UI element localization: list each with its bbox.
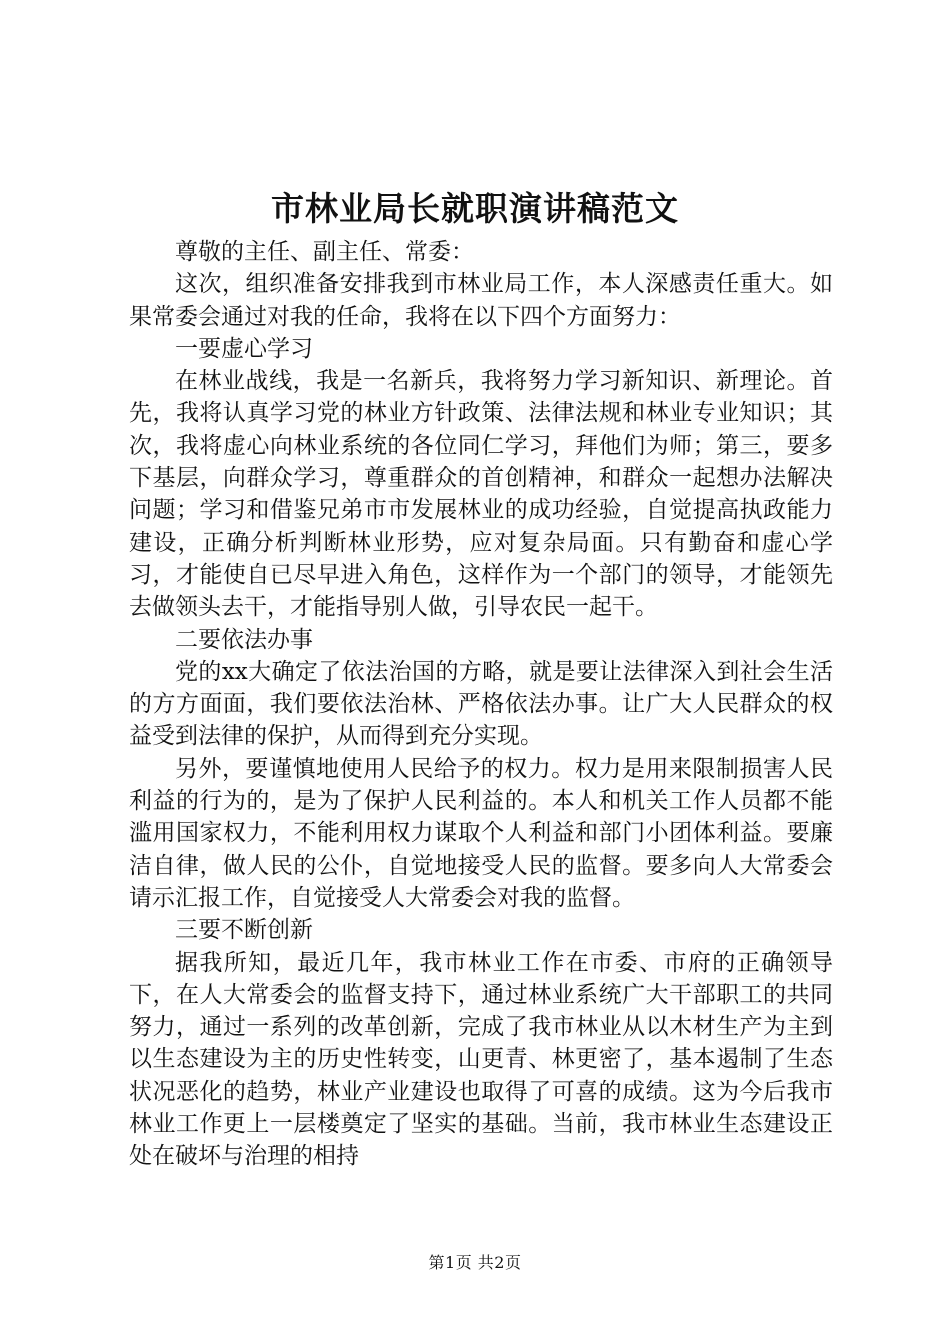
body-paragraph: 这次，组织准备安排我到市林业局工作，本人深感责任重大。如果常委会通过对我的任命，我将在以下四个方面努力： bbox=[129, 271, 833, 330]
section-heading: 三要不断创新 bbox=[175, 917, 313, 944]
document-title: 市林业局长就职演讲稿范文 bbox=[271, 189, 679, 228]
section-heading: 一要虚心学习 bbox=[175, 335, 313, 362]
document-body bbox=[129, 236, 833, 1173]
body-paragraph: 据我所知，最近几年，我市林业工作在市委、市府的正确领导下，在人大常委会的监督支持下，通过林业系统广大干部职工的共同努力，通过一系列的改革创新，完成了我市林业从以木材生产为主到以生态建设为主的历史性转变，山更青、林更密了，基本遏制了生态状况恶化的趋势，林业产业建设也取得了可喜的成绩。这为今后我市林业工作更上一层楼奠定了坚实的基础。当前，我市林业生态建设正处在破坏与治理的相持 bbox=[129, 949, 833, 1170]
salutation: 尊敬的主任、副主任、常委： bbox=[175, 239, 474, 265]
section-heading: 二要依法办事 bbox=[175, 626, 313, 653]
body-paragraph: 在林业战线，我是一名新兵，我将努力学习新知识、新理论。首先，我将认真学习党的林业方针政策、法律法规和林业专业知识；其次，我将虚心向林业系统的各位同仁学习，拜他们为师；第三，要多下基层，向群众学习，尊重群众的首创精神，和群众一起想办法解决问题；学习和借鉴兄弟市市发展林业的成功经验，自觉提高执政能力建设，正确分析判断林业形势，应对复杂局面。只有勤奋和虚心学习，才能使自已尽早进入角色，这样作为一个部门的领导，才能领先去做领头去干，才能指导别人做，引导农民一起干。 bbox=[129, 368, 833, 621]
body-paragraph: 另外，要谨慎地使用人民给予的权力。权力是用来限制损害人民利益的行为的，是为了保护人民利益的。本人和机关工作人员都不能滥用国家权力，不能利用权力谋取个人利益和部门小团体利益。要廉洁自律，做人民的公仆，自觉地接受人民的监督。要多向人大常委会请示汇报工作，自觉接受人大常委会对我的监督。 bbox=[129, 755, 833, 911]
page-footer: 第1页 共2页 bbox=[428, 1253, 522, 1272]
body-paragraph: 党的xx大确定了依法治国的方略，就是要让法律深入到社会生活的方方面面，我们要依法治林、严格依法办事。让广大人民群众的权益受到法律的保护，从而得到充分实现。 bbox=[129, 658, 833, 750]
